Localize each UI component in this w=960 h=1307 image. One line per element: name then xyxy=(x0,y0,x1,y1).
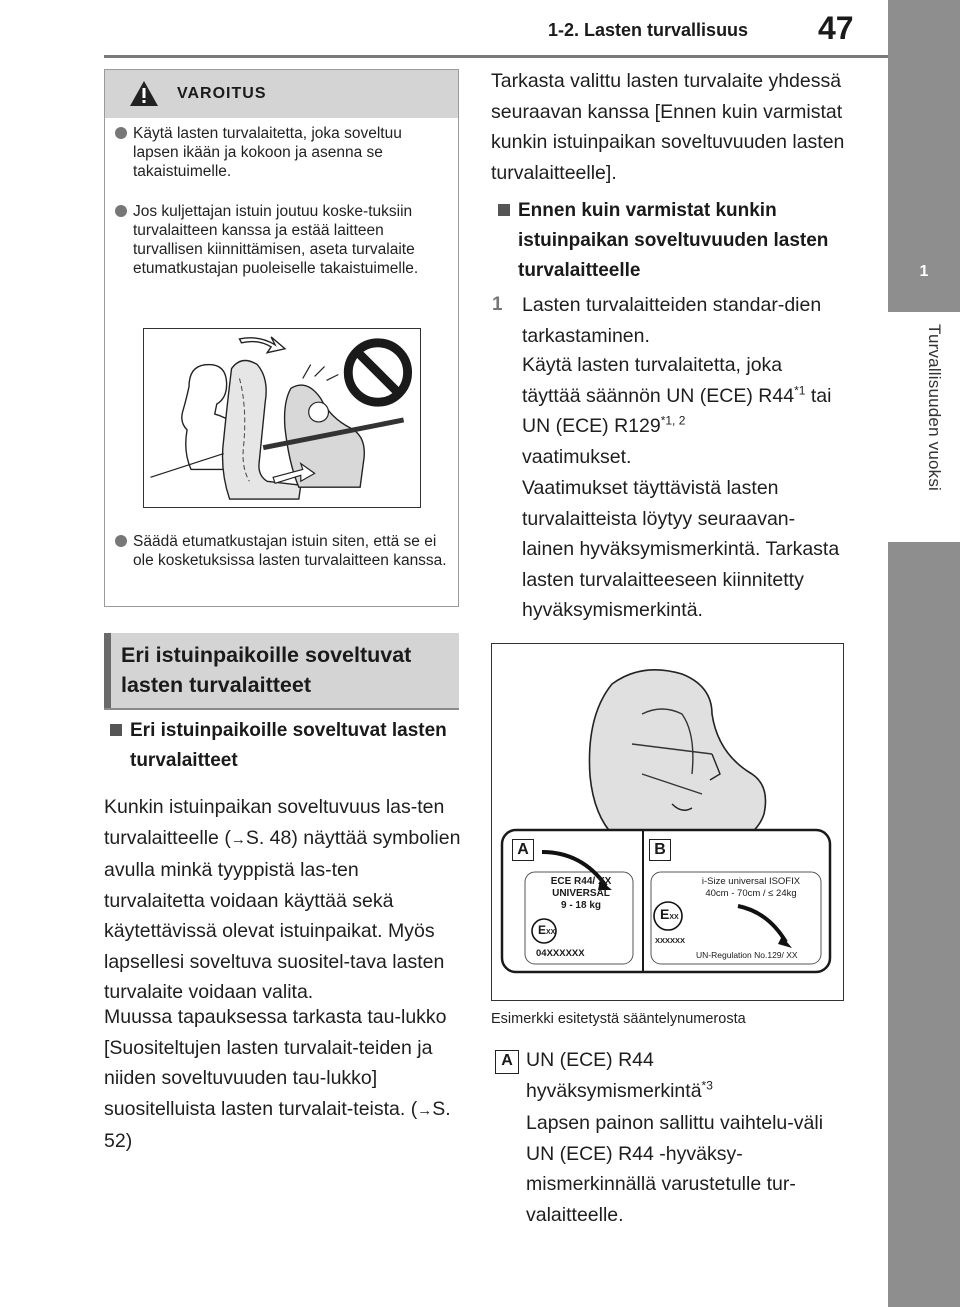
square-bullet-icon xyxy=(498,204,510,216)
arrow-icon: → xyxy=(230,830,246,848)
item-a-subtitle: hyväksymismerkintä$^{*3}$ xyxy=(526,1078,713,1102)
child-seat-icon xyxy=(492,644,842,999)
section-divider xyxy=(104,708,459,710)
page-reference-link[interactable]: S. 48 xyxy=(245,826,292,849)
header-divider xyxy=(104,55,888,58)
square-bullet-icon xyxy=(110,724,122,736)
approval-code: XXXXXX xyxy=(655,936,686,945)
bullet-icon xyxy=(115,127,127,139)
step-text: Vaatimukset täyttävistä lasten turvalaitteista löytyy seuraavan-lainen hyväksymismerkintä. Tarkasta lasten turvalaitteeseen kiinnitetty hyväksymismerkintä. xyxy=(522,477,840,621)
chapter-label: Turvallisuuden vuoksi xyxy=(925,324,944,492)
figure-caption: Esimerkki esitetystä sääntelynumerosta xyxy=(491,1011,746,1027)
item-a-badge: A xyxy=(495,1050,519,1074)
paragraph: Muussa tapauksessa tarkasta tau-lukko [Suositeltujen lasten turvalait-teiden ja niiden soveltuvuuden tau-lukko] suositelluista lasten turvalait-teista. (→S. 52) xyxy=(104,1006,451,1152)
regulation-label: UN-Regulation No.129/ XX xyxy=(696,950,798,960)
step-text: vaatimukset. xyxy=(522,446,632,468)
subheading: Ennen kuin varmistat kunkin istuinpaikan soveltuvuuden lasten turvalaitteelle xyxy=(518,196,838,286)
warning-box xyxy=(104,69,459,607)
page-number: 47 xyxy=(818,10,854,46)
side-strip xyxy=(888,0,960,1307)
item-a-title: UN (ECE) R44 xyxy=(526,1049,654,1071)
ece-r44-label: ECE R44/ XX UNIVERSAL 9 - 18 kg xyxy=(550,876,612,911)
i-size-label: i-Size universal ISOFIX 40cm - 70cm / ≤ 24kg xyxy=(701,876,801,899)
child-seat-contact-illustration xyxy=(143,328,421,508)
approval-mark-figure xyxy=(491,643,844,1001)
warning-item: Säädä etumatkustajan istuin siten, että se ei ole kosketuksissa lasten turvalaitteen kanssa. xyxy=(115,532,447,570)
item-a-text: Lapsen painon sallittu vaihtelu-väli UN (ECE) R44 -hyväksy-mismerkinnällä varustetulle tur-valaitteelle. xyxy=(526,1112,824,1226)
label-b-badge: B xyxy=(649,839,671,861)
subheading: Eri istuinpaikoille soveltuvat lasten turvalaitteet xyxy=(130,716,450,776)
step-number: 1 xyxy=(492,294,503,315)
bullet-icon xyxy=(115,535,127,547)
warning-title: VAROITUS xyxy=(177,85,267,102)
label-a-badge: A xyxy=(512,839,534,861)
warning-item: Käytä lasten turvalaitetta, joka soveltuu lapsen ikään ja kokoon ja asenna se takaistuimelle. xyxy=(115,124,447,181)
e-mark: EXX xyxy=(660,906,679,922)
warning-header xyxy=(105,70,458,118)
paragraph: Kunkin istuinpaikan soveltuvuus las-ten turvalaitteelle (→S. 48) näyttää symbolien avulla minkä tyyppistä las-ten turvalaitetta voidaan käyttää sekä käytettävissä olevat istuinpaikat. Myös lapsellesi soveltuva suositel-tava lasten turvalaite voidaan valita. xyxy=(104,796,461,1003)
arrow-icon: → xyxy=(417,1101,433,1119)
bullet-icon xyxy=(115,205,127,217)
approval-code: 04XXXXXX xyxy=(536,948,585,959)
e-mark: EXX xyxy=(538,923,556,937)
warning-triangle-icon xyxy=(129,80,159,107)
step-title: Lasten turvalaitteiden standar-dien tarkastaminen. xyxy=(522,294,822,347)
step-text: Käytä lasten turvalaitetta, joka täyttää säännön UN (ECE) R44$^{*1}$ tai UN (ECE) R129$^{*1, 2}$ xyxy=(522,354,832,437)
section-title: 1-2. Lasten turvallisuus xyxy=(548,20,749,40)
intro-paragraph: Tarkasta valittu lasten turvalaite yhdessä seuraavan kanssa [Ennen kuin varmistat kunkin istuinpaikan soveltuvuuden lasten turvalaitteelle]. xyxy=(491,70,845,184)
chapter-number: 1 xyxy=(888,232,960,312)
page-reference-link[interactable]: S. 52 xyxy=(104,1097,451,1152)
warning-item: Jos kuljettajan istuin joutuu koske-tuksiin turvalaitteen kanssa ja estää laitteen turvallisen kiinnittämisen, aseta turvalaite etumatkustajan puoleiselle takaistuimelle. xyxy=(115,202,447,278)
section-heading: Eri istuinpaikoille soveltuvat lasten turvalaitteet xyxy=(104,633,459,708)
